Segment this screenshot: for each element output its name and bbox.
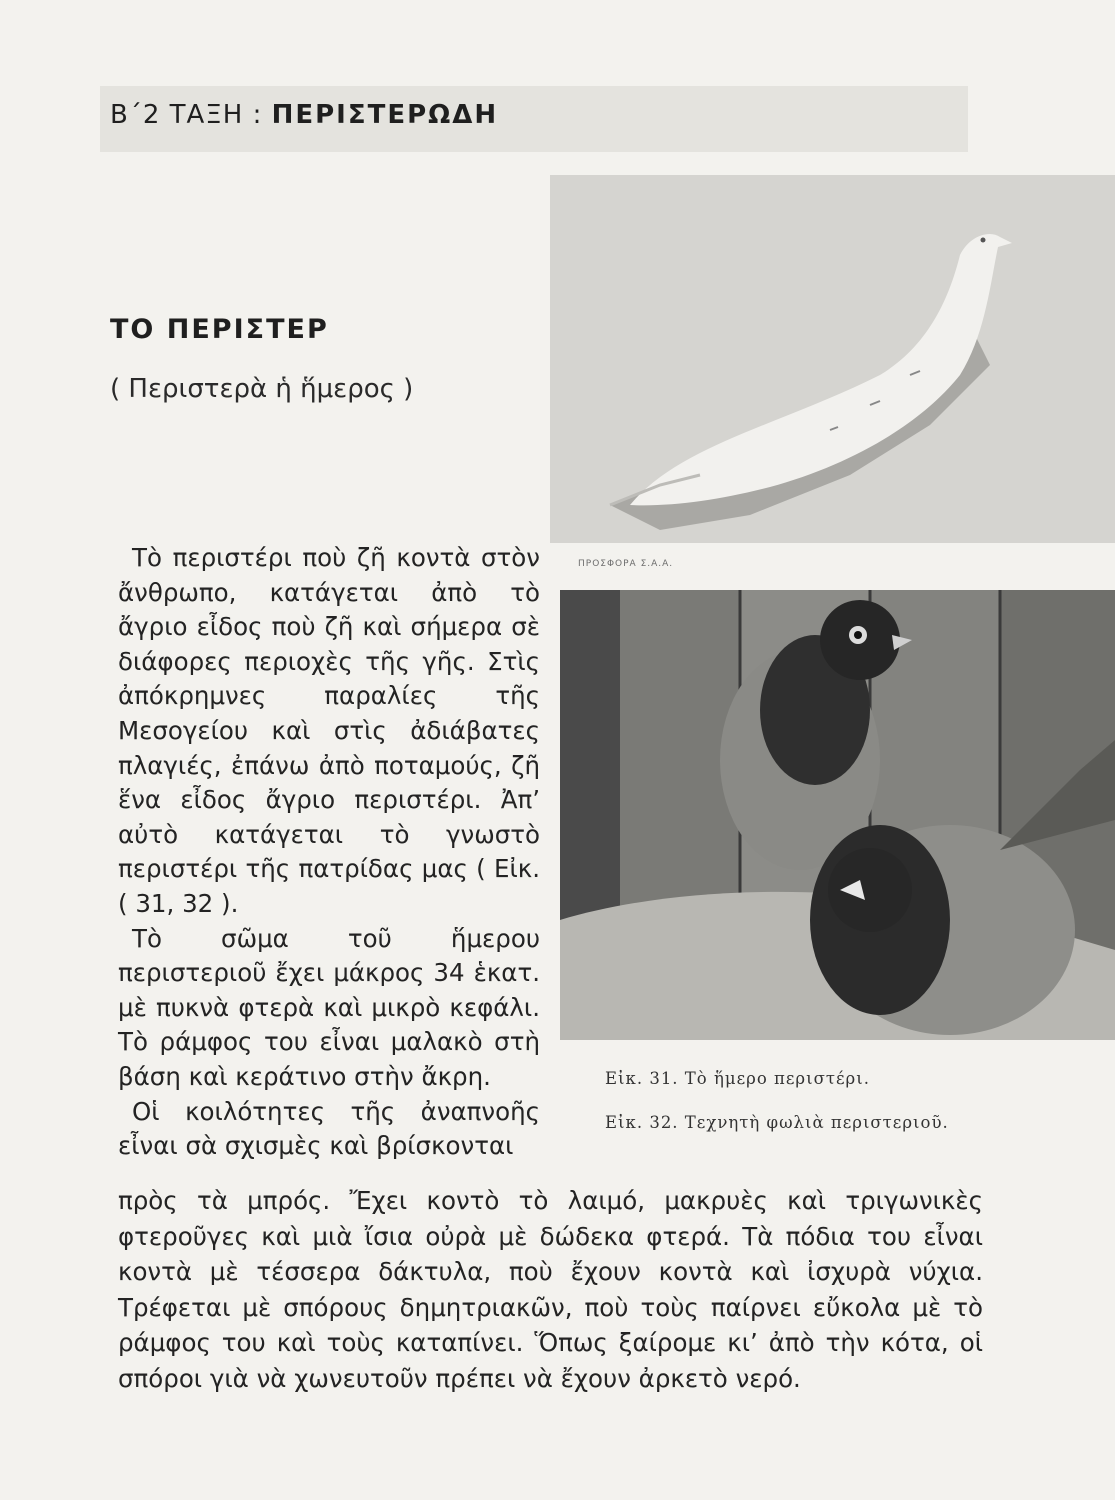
- paragraph-respiration-start: Οἱ κοιλότητες τῆς ἀναπνοῆς εἶναι σὰ σχισμὲς καὶ βρίσκονται: [118, 1096, 540, 1161]
- order-name: ΠΕΡΙΣΤΕΡΩΔΗ: [271, 100, 499, 130]
- white-pigeon-photo: [550, 175, 1115, 543]
- nest-pigeons-photo: [560, 590, 1115, 1040]
- white-pigeon-illustration: [550, 175, 1115, 543]
- figure-32-caption: Εἰκ. 32. Τεχνητὴ φωλιὰ περιστεριοῦ.: [605, 1113, 949, 1132]
- photo-credit: ΠΡΟΣΦΟΡΑ Σ.Α.Α.: [578, 559, 674, 569]
- order-label: ΤΑΞΗ :: [169, 100, 263, 130]
- paragraph-body: Τὸ σῶμα τοῦ ἥμερου περιστεριοῦ ἔχει μάκρος 34 ἑκατ. μὲ πυκνὰ φτερὰ καὶ μικρὸ κεφάλι. Τὸ ράμφος του εἶναι μαλακὸ στὴ βάση καὶ κεράτινο στὴν ἄκρη.: [118, 923, 540, 1091]
- paragraph-respiration-rest: πρὸς τὰ μπρός. Ἔχει κοντὸ τὸ λαιμό, μακρυὲς καὶ τριγωνικὲς φτεροῦγες καὶ μιὰ ἴσια οὐρὰ μὲ δώδεκα φτερά. Τὰ πόδια του εἶναι κοντὰ μὲ τέσσερα δάκτυλα, ποὺ ἔχουν κοντὰ καὶ ἰσχυρὰ νύχια. Τρέφεται μὲ σπόρους δημητριακῶν, ποὺ τοὺς παίρνει εὔκολα μὲ τὸ ράμφος του καὶ τοὺς καταπίνει. Ὅπως ξαίρομε κι’ ἀπὸ τὴν κότα, οἱ σπόροι γιὰ νὰ χωνευτοῦν πρέπει νὰ ἔχουν ἀρκετὸ νερό.: [118, 1186, 983, 1393]
- figure-31-caption: Εἰκ. 31. Τὸ ἥμερο περιστέρι.: [605, 1069, 870, 1088]
- paragraph-origin: Τὸ περιστέρι ποὺ ζῆ κοντὰ στὸν ἄνθρωπο, κατάγεται ἀπὸ τὸ ἄγριο εἶδος ποὺ ζῆ καὶ σήμερα σὲ διάφορες περιοχὲς τῆς γῆς. Στὶς ἀπόκρημνες παραλίες τῆς Μεσογείου καὶ στὶς ἀδιάβατες πλαγιές, ἐπάνω ἀπὸ ποταμούς, ζῆ ἕνα εἶδος ἄγριο περιστέρι. Ἀπ’ αὐτὸ κατάγεται τὸ γνωστὸ περιστέρι τῆς πατρίδας μας ( Εἰκ. ( 31, 32 ).: [118, 543, 540, 918]
- article-subtitle: ( Περιστερὰ ἡ ἥμερος ): [110, 374, 414, 404]
- article-title: ΤΟ ΠΕΡΙΣΤΕΡ: [110, 314, 329, 345]
- page-header: [110, 100, 498, 140]
- nest-pigeons-illustration: [560, 590, 1115, 1040]
- section-number: Β΄2: [110, 100, 161, 130]
- body-column: [118, 541, 540, 1164]
